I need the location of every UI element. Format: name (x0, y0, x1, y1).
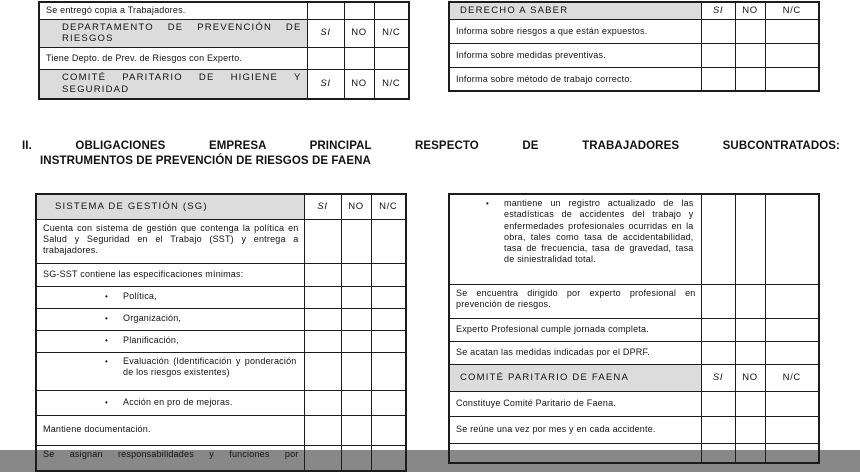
row-label: • Acción en pro de mejoras. (36, 390, 304, 415)
table-row (36, 308, 406, 330)
no-checkbox-cell (344, 48, 374, 70)
row-label: • Organización, (36, 308, 304, 330)
si-column-header: SI (701, 364, 735, 391)
row-label: Se asignan responsabilidades y funciones por (36, 445, 304, 471)
table-row (39, 48, 409, 70)
no-checkbox-cell (735, 19, 765, 43)
no-column-header: NO (341, 194, 371, 219)
no-checkbox-cell (735, 43, 765, 67)
no-checkbox-cell (735, 416, 765, 443)
section-header-row (39, 19, 409, 48)
si-checkbox-cell (701, 67, 735, 91)
nc-checkbox-cell (765, 284, 819, 318)
no-checkbox-cell (735, 318, 765, 341)
row-label: Se entregó copia a Trabajadores. (39, 2, 307, 19)
section-header-row (36, 194, 406, 219)
bullet-icon: • (486, 199, 490, 208)
si-checkbox-cell (304, 219, 341, 263)
no-column-header: NO (735, 2, 765, 19)
no-column-header: NO (344, 19, 374, 48)
nc-column-header: N/C (765, 364, 819, 391)
nc-checkbox-cell (765, 19, 819, 43)
nc-checkbox-cell (765, 443, 819, 463)
section-header-label: COMITÉ PARITARIO DE HIGIENE Y SEGURIDAD (39, 70, 307, 99)
no-checkbox-cell (341, 330, 371, 352)
nc-column-header: N/C (374, 70, 409, 99)
row-label: Tiene Depto. de Prev. de Riesgos con Experto. (39, 48, 307, 70)
si-checkbox-cell (304, 415, 341, 445)
no-checkbox-cell (341, 308, 371, 330)
table-row (36, 390, 406, 415)
si-checkbox-cell (304, 263, 341, 286)
si-checkbox-cell (701, 284, 735, 318)
bullet-icon: • (105, 314, 109, 324)
no-checkbox-cell (341, 219, 371, 263)
nc-checkbox-cell (371, 308, 406, 330)
no-column-header: NO (735, 364, 765, 391)
nc-column-header: N/C (371, 194, 406, 219)
no-checkbox-cell (735, 194, 765, 284)
row-label: Constituye Comité Paritario de Faena. (449, 391, 701, 416)
section-header-row (449, 2, 819, 19)
no-checkbox-cell (735, 341, 765, 364)
nc-checkbox-cell (371, 219, 406, 263)
row-label: • Política, (36, 286, 304, 308)
table-row (36, 445, 406, 471)
bullet-icon: • (105, 336, 109, 346)
table-row (449, 318, 819, 341)
nc-checkbox-cell (374, 48, 409, 70)
si-checkbox-cell (304, 308, 341, 330)
row-label: Se reúne una vez por mes y en cada accidente. (449, 416, 701, 443)
table-row (449, 67, 819, 91)
nc-checkbox-cell (371, 415, 406, 445)
nc-column-header: N/C (765, 2, 819, 19)
table-row (39, 2, 409, 19)
nc-checkbox-cell (765, 341, 819, 364)
checklist-table (448, 193, 820, 464)
si-checkbox-cell (701, 318, 735, 341)
row-label: Mantiene documentación. (36, 415, 304, 445)
table-row (36, 219, 406, 263)
no-checkbox-cell (341, 286, 371, 308)
table-row (449, 194, 819, 284)
si-checkbox-cell (304, 352, 341, 390)
table-empresa-principal-left (38, 1, 410, 100)
si-checkbox-cell (701, 194, 735, 284)
si-column-header: SI (307, 70, 344, 99)
si-checkbox-cell (304, 286, 341, 308)
row-label (449, 443, 701, 463)
no-checkbox-cell (341, 352, 371, 390)
row-label: Informa sobre método de trabajo correcto. (449, 67, 701, 91)
bullet-icon: • (105, 356, 109, 366)
checklist-table (35, 193, 407, 472)
nc-column-header: N/C (374, 19, 409, 48)
table-row (36, 352, 406, 390)
table-sistema-de-gestion (35, 193, 407, 472)
no-checkbox-cell (735, 67, 765, 91)
si-checkbox-cell (304, 390, 341, 415)
table-comite-paritario-faena (448, 193, 820, 464)
no-checkbox-cell (735, 443, 765, 463)
row-label: Cuenta con sistema de gestión que contenga la política en Salud y Seguridad en el Trabajo (SST) y entrega a trabajadores. (36, 219, 304, 263)
table-row (449, 341, 819, 364)
row-label: Informa sobre medidas preventivas. (449, 43, 701, 67)
row-label: • Evaluación (Identificación y ponderación de los riesgos existentes) (36, 352, 304, 390)
no-checkbox-cell (735, 284, 765, 318)
nc-checkbox-cell (765, 318, 819, 341)
checklist-table (448, 1, 820, 92)
row-label: Informa sobre riesgos a que están expuestos. (449, 19, 701, 43)
si-checkbox-cell (307, 48, 344, 70)
nc-checkbox-cell (371, 352, 406, 390)
section-header-label: DEPARTAMENTO DE PREVENCIÓN DE RIESGOS (39, 19, 307, 48)
nc-checkbox-cell (371, 286, 406, 308)
section-heading (22, 139, 840, 168)
table-row (36, 415, 406, 445)
table-row (449, 19, 819, 43)
section-heading-line1: II. OBLIGACIONES EMPRESA PRINCIPAL RESPECTO DE TRABAJADORES SUBCONTRATADOS: (22, 140, 840, 152)
bullet-icon: • (105, 397, 109, 407)
table-row (449, 416, 819, 443)
si-checkbox-cell (701, 19, 735, 43)
section-header-row (449, 364, 819, 391)
si-column-header: SI (307, 19, 344, 48)
nc-checkbox-cell (765, 416, 819, 443)
nc-checkbox-cell (371, 390, 406, 415)
table-row (449, 443, 819, 463)
si-column-header: SI (701, 2, 735, 19)
nc-checkbox-cell (371, 330, 406, 352)
si-checkbox-cell (307, 2, 344, 19)
section-header-label: DERECHO A SABER (449, 2, 701, 19)
row-label: • mantiene un registro actualizado de las estadísticas de accidentes del trabajo y enfermedades profesionales ocurridas en la obra, tales como tasa de accidentabilidad, tasa de frecuencia, tasa de gravedad, tasa de siniestralidad total. (449, 194, 701, 284)
nc-checkbox-cell (371, 263, 406, 286)
table-row (449, 391, 819, 416)
si-checkbox-cell (701, 391, 735, 416)
si-checkbox-cell (701, 341, 735, 364)
no-checkbox-cell (341, 415, 371, 445)
table-derecho-a-saber (448, 1, 820, 92)
row-label: Se encuentra dirigido por experto profesional en prevención de riesgos. (449, 284, 701, 318)
no-checkbox-cell (344, 2, 374, 19)
no-checkbox-cell (341, 445, 371, 471)
si-checkbox-cell (304, 330, 341, 352)
no-column-header: NO (344, 70, 374, 99)
bullet-icon: • (105, 292, 109, 302)
si-column-header: SI (304, 194, 341, 219)
nc-checkbox-cell (765, 194, 819, 284)
table-row (449, 284, 819, 318)
nc-checkbox-cell (765, 67, 819, 91)
si-checkbox-cell (701, 443, 735, 463)
section-heading-line2: INSTRUMENTOS DE PREVENCIÓN DE RIESGOS DE FAENA (40, 155, 371, 168)
si-checkbox-cell (701, 416, 735, 443)
row-label: • Planificación, (36, 330, 304, 352)
row-label: Experto Profesional cumple jornada completa. (449, 318, 701, 341)
row-label: Se acatan las medidas indicadas por el DPRF. (449, 341, 701, 364)
no-checkbox-cell (735, 391, 765, 416)
section-header-row (39, 70, 409, 99)
row-label: SG-SST contiene las especificaciones mínimas: (36, 263, 304, 286)
nc-checkbox-cell (765, 43, 819, 67)
table-row (449, 43, 819, 67)
section-header-label: SISTEMA DE GESTIÓN (SG) (36, 194, 304, 219)
no-checkbox-cell (341, 263, 371, 286)
section-header-label: COMITÉ PARITARIO DE FAENA (449, 364, 701, 391)
table-row (36, 286, 406, 308)
table-row (36, 330, 406, 352)
checklist-table (38, 1, 410, 100)
no-checkbox-cell (341, 390, 371, 415)
nc-checkbox-cell (765, 391, 819, 416)
si-checkbox-cell (304, 445, 341, 471)
si-checkbox-cell (701, 43, 735, 67)
table-row (36, 263, 406, 286)
nc-checkbox-cell (374, 2, 409, 19)
nc-checkbox-cell (371, 445, 406, 471)
